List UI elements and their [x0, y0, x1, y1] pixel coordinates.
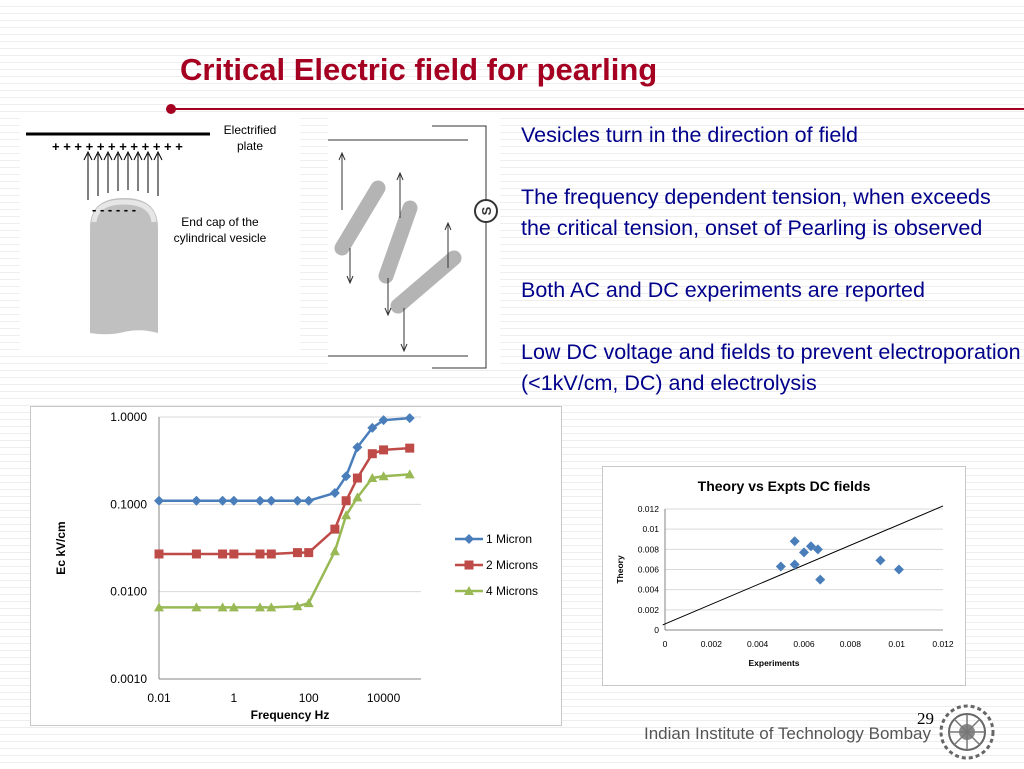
x-tick-label: 0.002	[700, 639, 722, 649]
ec-frequency-chart	[30, 406, 562, 726]
vesicle-diagram	[20, 118, 300, 350]
field-arrows	[84, 152, 162, 200]
x-tick-label: 0.008	[839, 639, 861, 649]
data-point	[192, 549, 201, 558]
data-point	[790, 536, 800, 546]
y-tick-label: 0.008	[637, 544, 659, 555]
data-point	[379, 445, 388, 454]
reference-line	[663, 506, 943, 625]
cylindrical-vesicle	[90, 198, 158, 334]
legend-label: 4 Microns	[486, 584, 539, 598]
y-tick-label: 0.01	[642, 524, 659, 535]
data-point	[330, 546, 340, 555]
page-number: 29	[917, 709, 934, 728]
institute-footer: Indian Institute of Technology Bombay	[644, 724, 931, 743]
x-tick-label: 0	[662, 639, 668, 649]
y-tick-label: 0.004	[637, 584, 659, 595]
x-tick-label: 0.006	[793, 639, 815, 649]
legend-label: 2 Microns	[486, 558, 539, 572]
x-tick-label: 0.004	[747, 639, 769, 649]
voltage-source-label: S	[479, 206, 494, 216]
x-axis-title: Frequency Hz	[250, 708, 330, 722]
y-tick-label: 0.012	[637, 504, 659, 514]
data-point	[353, 474, 362, 483]
x-tick-label: 100	[298, 691, 319, 705]
x-tick-label: 10000	[366, 691, 401, 705]
data-point	[875, 555, 885, 565]
data-point	[293, 548, 302, 557]
cap-label-line2: cylindrical vesicle	[173, 231, 267, 245]
legend-label: 1 Micron	[486, 532, 533, 546]
data-point	[304, 598, 314, 607]
series-line	[159, 474, 410, 607]
bullet-3: Both AC and DC experiments are reported	[521, 278, 925, 302]
y-tick-label: 1.0000	[110, 410, 147, 424]
y-tick-label: 0.006	[637, 564, 659, 575]
aligned-vesicles	[342, 188, 454, 306]
data-point	[155, 549, 164, 558]
bullet-text-block	[521, 120, 1021, 430]
circuit-wire	[328, 126, 486, 368]
chart-title: Theory vs Expts DC fields	[697, 478, 871, 494]
bullet-1: Vesicles turn in the direction of field	[521, 123, 859, 147]
y-tick-label: 0.1000	[110, 497, 147, 512]
cap-label-line1: End cap of the	[181, 215, 259, 229]
data-point	[368, 449, 377, 458]
y-axis-title: Ec kV/cm	[54, 521, 68, 575]
bullet-2: The frequency dependent tension, when exceeds the critical tension, onset of Pearling is observed	[521, 185, 991, 240]
slide-title: Critical Electric field for pearling	[180, 52, 658, 87]
theory-vs-expts-chart	[602, 466, 966, 686]
y-tick-label: 0.002	[637, 604, 659, 615]
field-alignment-diagram	[328, 118, 500, 370]
data-point	[342, 496, 351, 505]
bullet-4: Low DC voltage and fields to prevent electroporation (<1kV/cm, DC) and electrolysis	[521, 340, 1021, 395]
y-tick-label: 0	[654, 625, 659, 635]
data-point	[304, 548, 313, 557]
data-point	[330, 525, 339, 534]
legend-marker	[465, 561, 474, 570]
y-tick-label: 0.0100	[110, 584, 147, 599]
plate-label-line1: Electrified	[223, 123, 277, 137]
data-point	[218, 549, 227, 558]
legend-marker	[464, 534, 474, 544]
ec-frequency-chart-svg	[31, 407, 561, 725]
institute-logo-icon	[934, 700, 1000, 764]
y-tick-label: 0.0010	[110, 672, 147, 686]
data-point	[815, 575, 825, 585]
x-tick-label: 0.01	[147, 691, 171, 705]
data-point	[229, 549, 238, 558]
data-point	[405, 444, 414, 453]
title-rule	[172, 108, 1024, 110]
data-point	[405, 413, 415, 423]
data-point	[267, 549, 276, 558]
plus-charges: + + + + + + + + + + + +	[52, 139, 183, 154]
x-axis-title: Experiments	[748, 658, 800, 668]
x-tick-label: 0.01	[888, 639, 905, 649]
y-axis-title: Theory	[615, 555, 625, 584]
data-point	[256, 549, 265, 558]
plate-label-line2: plate	[236, 139, 264, 153]
x-tick-label: 0.012	[932, 639, 954, 649]
theory-vs-expts-chart-svg	[603, 467, 965, 685]
x-tick-label: 1	[230, 691, 238, 705]
data-point	[894, 565, 904, 575]
minus-charges: - - - - - -	[92, 202, 137, 217]
